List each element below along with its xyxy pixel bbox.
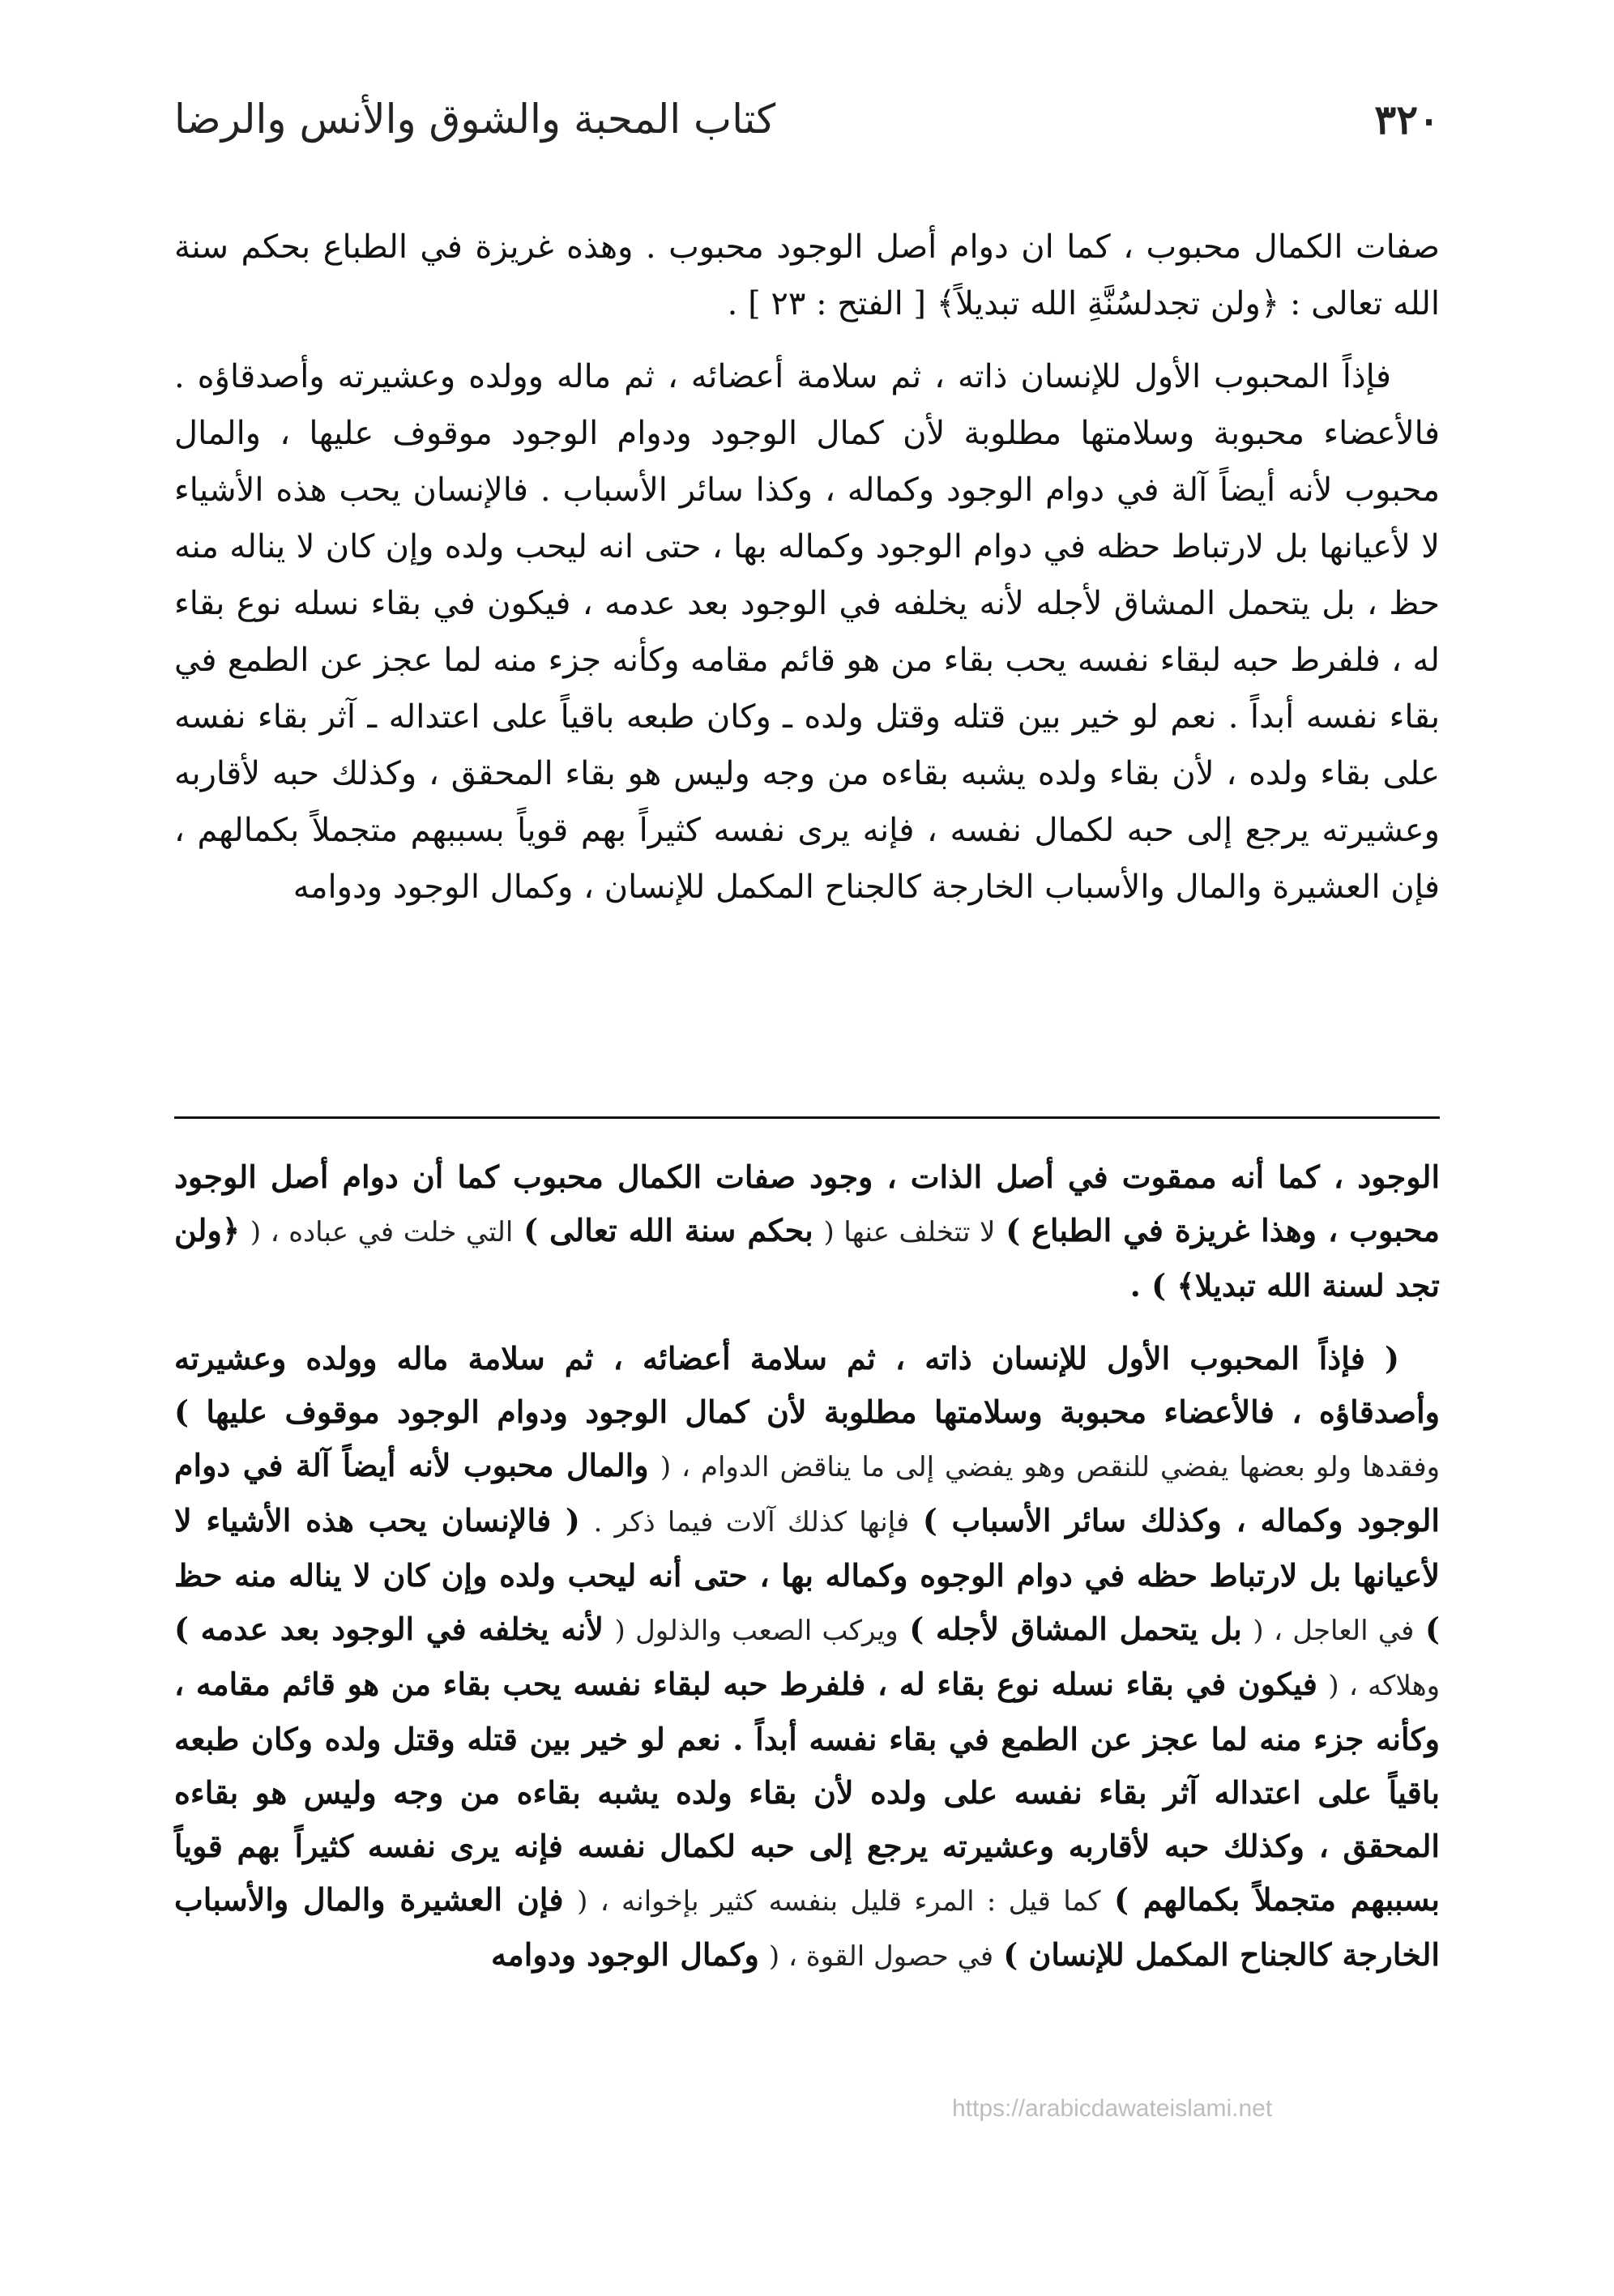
main-paragraph-1: صفات الكمال محبوب ، كما ان دوام أصل الوجود محبوب . وهذه غريزة في الطباع بحكم سنة الله تعالى : ﴿ولن تجدلسُنَّةِ الله تبديلاً﴾ [ الفتح : ٢٣ ] . — [174, 228, 1440, 322]
commentary-paragraph-1 — [174, 1150, 1440, 1312]
main-paragraph-2: فإذاً المحبوب الأول للإنسان ذاته ، ثم سلامة أعضائه ، ثم ماله وولده وعشيرته وأصدقاؤه . فالأعضاء محبوبة وسلامتها مطلوبة لأن كمال الوجود ودوام الوجود موقوف عليها ، والمال محبوب لأنه أيضاً آلة في دوام الوجود وكماله ، وكذا سائر الأسباب . فالإنسان يحب هذه الأشياء لا لأعيانها بل لارتباط حظه في دوام الوجود وكماله بها ، حتى انه ليحب ولده وإن كان لا يناله منه حظ ، بل يتحمل المشاق لأجله لأنه يخلفه في الوجود بعد عدمه ، فيكون في بقاء نسله نوع بقاء له ، فلفرط حبه لبقاء نفسه يحب بقاء من هو قائم مقامه وكأنه جزء منه لما عجز عن الطمع في بقاء نفسه أبداً . نعم لو خير بين قتله وقتل ولده ـ وكان طبعه باقياً على اعتداله ـ آثر بقاء نفسه على بقاء ولده ، لأن بقاء ولده يشبه بقاءه من وجه وليس هو بقاء المحقق ، وكذلك حبه لأقاربه وعشيرته يرجع إلى حبه لكمال نفسه ، فإنه يرى نفسه كثيراً بهم قوياً بسببهم متجملاً بكمالهم ، فإن العشيرة والمال والأسباب الخارجة كالجناح المكمل للإنسان ، وكمال الوجود ودوامه — [174, 358, 1440, 906]
commentary-bold: فيكون في بقاء نسله نوع بقاء له ، فلفرط حبه لبقاء نفسه يحب بقاء من هو قائم مقامه ، وكأنه جزء منه لما عجز عن الطمع في بقاء نفسه أبداً . نعم لو خير بين قتله وقتل ولده وكان طبعه باقياً على اعتداله آثر بقاء نفسه على ولده لأن بقاء ولده يشبه بقاءه من وجه وليس هو بقاءه المحقق ، وكذلك حبه لأقاربه وعشيرته يرجع إلى حبه لكمال نفسه فإنه يرى نفسه كثيراً بهم قوياً بسببهم متجملاً بكمالهم ) — [174, 1666, 1440, 1918]
commentary-bold: ﴿ولن تجد لسنة الله تبديلا﴾ ) . — [174, 1212, 1440, 1304]
commentary-bold: والمال محبوب لأنه أيضاً آلة في دوام الوجود وكماله ، وكذلك سائر الأسباب ) — [174, 1447, 1440, 1538]
main-text — [174, 219, 1440, 932]
footnote-divider — [174, 1116, 1440, 1119]
commentary-bold: الوجود ، كما أنه ممقوت في أصل الذات ، وجود صفات الكمال محبوب كما أن دوام أصل الوجود محبوب ، وهذا غريزة في الطباع ) — [174, 1159, 1440, 1248]
commentary-bold: لأنه يخلفه في الوجود بعد عدمه ) — [174, 1611, 604, 1647]
commentary-text — [174, 1150, 1440, 2003]
commentary-gloss: التي خلت في عباده ، ( — [250, 1216, 514, 1248]
commentary-bold: فإن العشيرة والمال والأسباب الخارجة كالجناح المكمل للإنسان ) — [174, 1881, 1440, 1973]
commentary-gloss: وفقدها ولو بعضها يفضي للنقص وهو يفضي إلى ما يناقض الدوام ، ( — [660, 1451, 1440, 1483]
commentary-bold: وكمال الوجود ودوامه — [491, 1936, 759, 1973]
page-number: ٣٢٠ — [1374, 96, 1440, 143]
commentary-gloss: ويركب الصعب والذلول ( — [614, 1615, 899, 1647]
commentary-gloss: فإنها كذلك آلات فيما ذكر . — [593, 1506, 910, 1538]
commentary-gloss: وهلاكه ، ( — [1328, 1670, 1441, 1702]
commentary-bold: بل يتحمل المشاق لأجله ) — [909, 1611, 1242, 1647]
running-header — [174, 96, 1440, 152]
commentary-gloss: في العاجل ، ( — [1253, 1615, 1415, 1647]
commentary-gloss: في حصول القوة ، ( — [768, 1940, 994, 1973]
commentary-gloss: لا تتخلف عنها ( — [823, 1216, 996, 1248]
commentary-gloss: كما قيل : المرء قليل بنفسه كثير بإخوانه ، ( — [577, 1885, 1101, 1918]
commentary-bold: بحكم سنة الله تعالى ) — [523, 1212, 813, 1248]
commentary-bold: ( فالإنسان يحب هذه الأشياء لا لأعيانها بل لارتباط حظه في دوام الوجوه وكماله بها ، حتى أنه ليحب ولده وإن كان لا يناله منه حظ ) — [174, 1502, 1440, 1647]
running-title: كتاب المحبة والشوق والأنس والرضا — [174, 96, 776, 143]
commentary-paragraph-2 — [174, 1332, 1440, 1983]
commentary-bold: ( فإذاً المحبوب الأول للإنسان ذاته ، ثم سلامة أعضائه ، ثم سلامة ماله وولده وعشيرته وأصدقاؤه ، فالأعضاء محبوبة وسلامتها مطلوبة لأن كمال الوجود ودوام الوجود موقوف عليها ) — [174, 1340, 1440, 1430]
website-watermark: https://arabicdawateislami.net — [952, 2095, 1273, 2122]
